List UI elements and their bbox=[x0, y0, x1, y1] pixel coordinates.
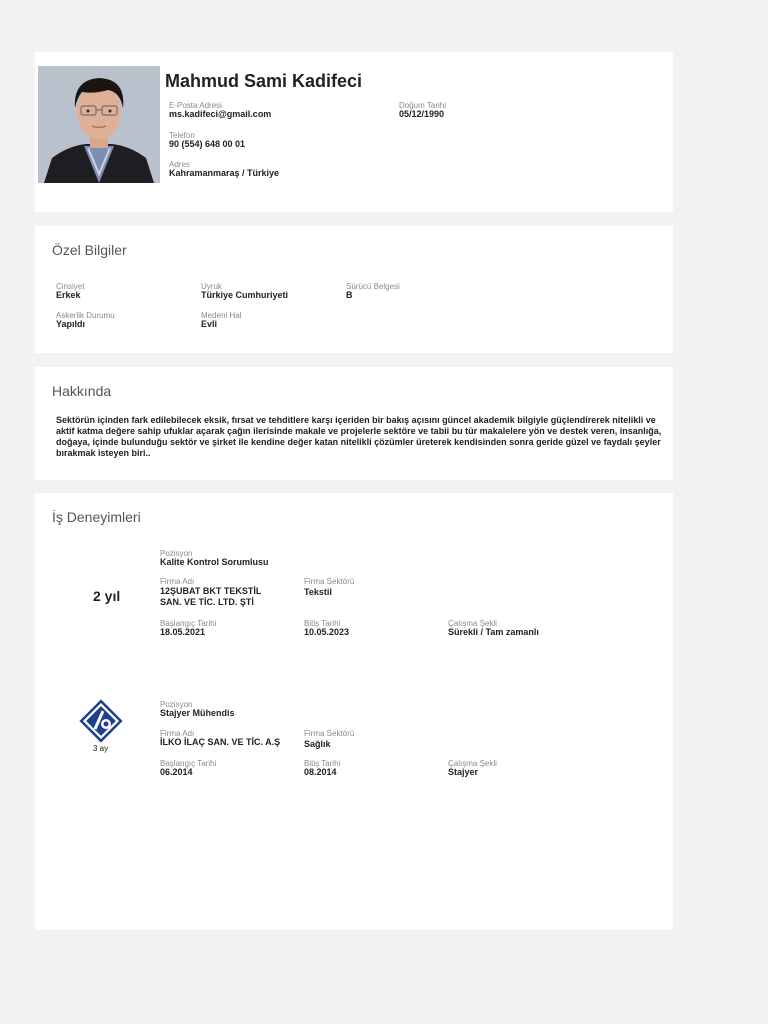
end-date-label: Bitiş Tarihi bbox=[304, 619, 341, 628]
position-label: Pozisyon bbox=[160, 549, 193, 558]
profile-card bbox=[35, 52, 673, 212]
birth-value: 05/12/1990 bbox=[399, 109, 445, 119]
license-value: B bbox=[346, 290, 353, 300]
sector-label: Firma Sektörü bbox=[304, 729, 355, 738]
company-label: Firma Adı bbox=[160, 729, 195, 738]
company-value-line2: SAN. VE TİC. LTD. ŞTİ bbox=[160, 597, 254, 607]
about-card bbox=[35, 367, 673, 480]
company-logo-icon bbox=[78, 698, 124, 744]
work-type-label: Çalışma Şekli bbox=[448, 759, 497, 768]
start-date-label: Başlangıç Tarihi bbox=[160, 759, 217, 768]
profile-photo bbox=[38, 66, 160, 183]
position-label: Pozisyon bbox=[160, 700, 193, 709]
end-date-value: 10.05.2023 bbox=[304, 627, 350, 637]
marital-label: Medeni Hal bbox=[201, 311, 242, 320]
position-value: Kalite Kontrol Sorumlusu bbox=[160, 557, 269, 567]
profile-name: Mahmud Sami Kadifeci bbox=[165, 71, 363, 91]
experience-card bbox=[35, 493, 673, 930]
license-label: Sürücü Belgesi bbox=[346, 282, 400, 291]
address-value: Kahramanmaraş / Türkiye bbox=[169, 168, 280, 178]
gender-value: Erkek bbox=[56, 290, 81, 300]
email-label: E-Posta Adresi bbox=[169, 101, 222, 110]
email-value[interactable]: ms.kadifeci@gmail.com bbox=[169, 109, 272, 119]
military-label: Askerlik Durumu bbox=[56, 311, 115, 320]
about-text: Sektörün içinden fark edilebilecek eksik, fırsat ve tehditlere karşı içeriden bir bakış açısını güncel akademik bilgiyle güçlendirerek nitelikli ve aktif katma değere sahip ufuklar açarak çağın ilerisinde makale ve projelerle sektöre ve tabii bu tür makalelere yön ve destek veren, insanlığa, doğaya, içinde bulunduğu sektör ve şirket ile kendine değer katan nitelikli çözümler üreterek kendisinden sonra geride güzel ve faydalı şeyler bırakmak isteyen biri.. bbox=[56, 415, 662, 458]
personal-info-card bbox=[35, 226, 673, 353]
end-date-label: Bitiş Tarihi bbox=[304, 759, 341, 768]
section-title-about: Hakkında bbox=[52, 383, 112, 399]
start-date-label: Başlangıç Tarihi bbox=[160, 619, 217, 628]
job-duration: 3 ay bbox=[93, 744, 109, 753]
phone-value[interactable]: 90 (554) 648 00 01 bbox=[169, 139, 246, 149]
person-photo-icon bbox=[38, 66, 160, 183]
work-type-label: Çalışma Şekli bbox=[448, 619, 497, 628]
work-type-value: Sürekli / Tam zamanlı bbox=[448, 627, 539, 637]
phone-label: Telefon bbox=[169, 131, 195, 140]
sector-value: Sağlık bbox=[304, 739, 331, 749]
job-duration: 2 yıl bbox=[93, 588, 121, 604]
start-date-value: 18.05.2021 bbox=[160, 627, 206, 637]
company-label: Firma Adı bbox=[160, 577, 195, 586]
military-value: Yapıldı bbox=[56, 319, 86, 329]
nationality-value: Türkiye Cumhuriyeti bbox=[201, 290, 289, 300]
company-value-line1: 12ŞUBAT BKT TEKSTİL bbox=[160, 586, 262, 596]
company-value-line1: İLKO İLAÇ SAN. VE TİC. A.Ş bbox=[160, 737, 281, 747]
position-value: Stajyer Mühendis bbox=[160, 708, 235, 718]
start-date-value: 06.2014 bbox=[160, 767, 193, 777]
nationality-label: Uyruk bbox=[201, 282, 222, 291]
address-label: Adres bbox=[169, 160, 190, 169]
marital-value: Evli bbox=[201, 319, 218, 329]
gender-label: Cinsiyet bbox=[56, 282, 85, 291]
work-type-value: Stajyer bbox=[448, 767, 479, 777]
section-title-experience: İş Deneyimleri bbox=[52, 509, 141, 525]
section-title-personal: Özel Bilgiler bbox=[52, 242, 127, 258]
birth-label: Doğum Tarihi bbox=[399, 101, 446, 110]
sector-value: Tekstil bbox=[304, 587, 332, 597]
end-date-value: 08.2014 bbox=[304, 767, 337, 777]
sector-label: Firma Sektörü bbox=[304, 577, 355, 586]
